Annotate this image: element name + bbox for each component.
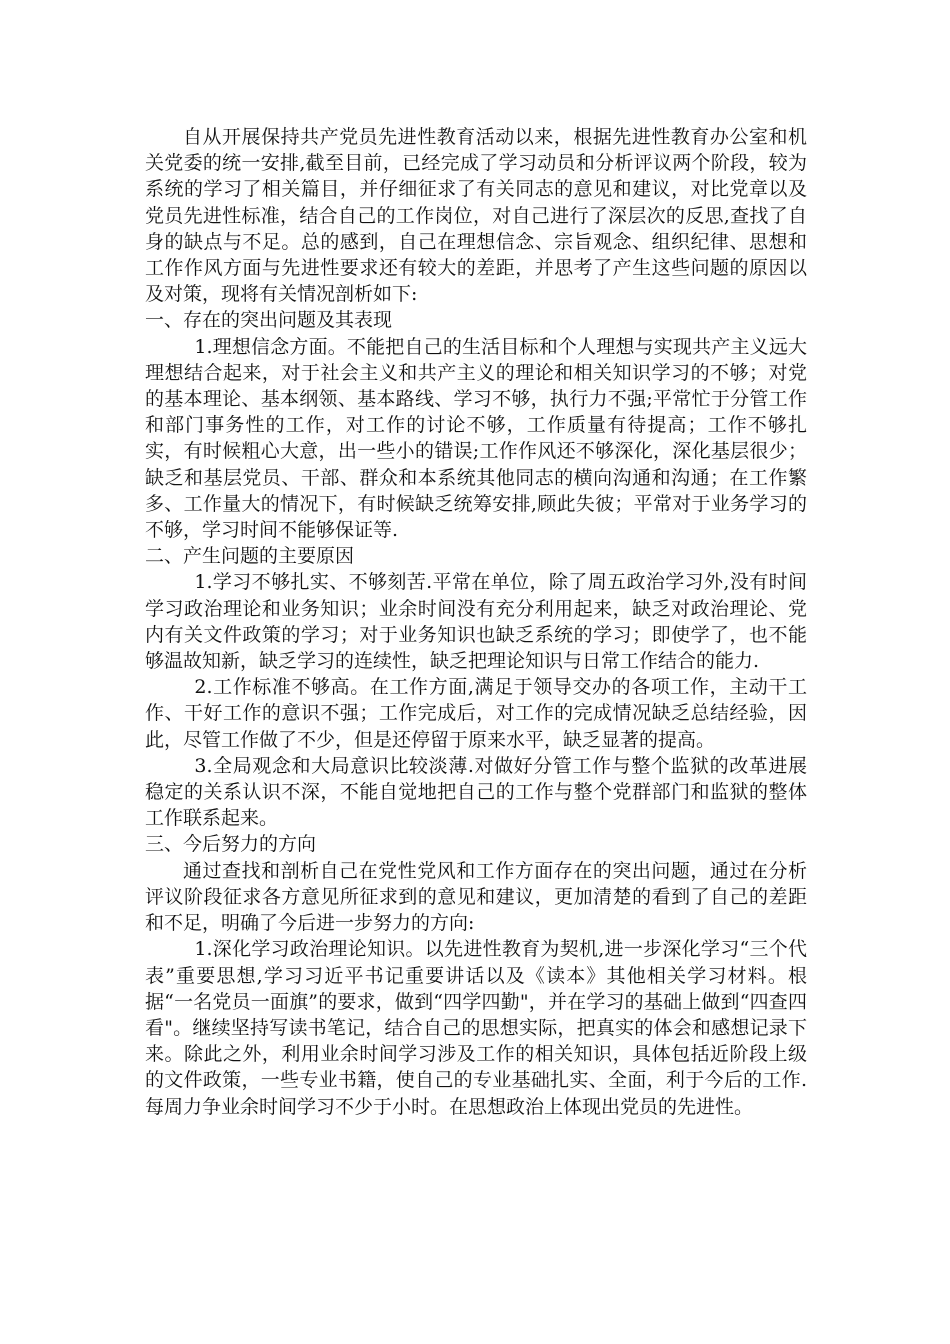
section-1-item-1: 1.理想信念方面。不能把自己的生活目标和个人理想与实现共产主义远大理想结合起来，对于社会主义和共产主义的理论和相关知识学习的不够；对党的基本理论、基本纲领、基本路线、学习不够，执行力不强;平常忙于分管工作和部门事务性的工作，对工作的讨论不够，工作质量有待提高；工作不够扎实，有时候粗心大意，出一些小的错误;工作作风还不够深化，深化基层很少；缺乏和基层党员、干部、群众和本系统其他同志的横向沟通和沟通；在工作繁多、工作量大的情况下，有时候缺乏统筹安排,顾此失彼；平常对于业务学习的不够，学习时间不能够保证等.	[145, 335, 807, 542]
section-2-item-1: 1.学习不够扎实、不够刻苦.平常在单位，除了周五政治学习外,没有时间学习政治理论和业务知识；业余时间没有充分利用起来，缺乏对政治理论、党内有关文件政策的学习；对于业务知识也缺乏系统的学习；即使学了，也不能够温故知新，缺乏学习的连续性，缺乏把理论知识与日常工作结合的能力.	[145, 571, 807, 673]
section-1-heading: 一、存在的突出问题及其表现	[145, 309, 393, 332]
section-2-item-3: 3.全局观念和大局意识比较淡薄.对做好分管工作与整个监狱的改革进展稳定的关系认识不深，不能自觉地把自己的工作与整个党群部门和监狱的整体工作联系起来。	[145, 754, 807, 830]
section-2-item-2: 2.工作标准不够高。在工作方面,满足于领导交办的各项工作，主动干工作、干好工作的意识不强；工作完成后，对工作的完成情况缺乏总结经验，因此，尽管工作做了不少，但是还停留于原来水平，缺乏显著的提高。	[145, 676, 807, 751]
section-3-intro: 通过查找和剖析自己在党性党风和工作方面存在的突出问题，通过在分析评议阶段征求各方意见所征求到的意见和建议，更加清楚的看到了自己的差距和不足，明确了今后进一步努力的方向:	[145, 859, 807, 935]
section-2-heading: 二、产生问题的主要原因	[145, 545, 355, 568]
intro-paragraph: 自从开展保持共产党员先进性教育活动以来，根据先进性教育办公室和机关党委的统一安排,截至目前，已经完成了学习动员和分析评议两个阶段，较为系统的学习了相关篇目，并仔细征求了有关同志的意见和建议，对比党章以及党员先进性标准，结合自己的工作岗位，对自己进行了深层次的反思,查找了自身的缺点与不足。总的感到，自己在理想信念、宗旨观念、组织纪律、思想和工作作风方面与先进性要求还有较大的差距，并思考了产生这些问题的原因以及对策，现将有关情况剖析如下:	[145, 126, 807, 306]
section-3-item-1: 1.深化学习政治理论知识。以先进性教育为契机,进一步深化学习“三个代表”重要思想,学习习近平书记重要讲话以及《读本》其他相关学习材料。根据“一名党员一面旗”的要求，做到“四学四勤"，并在学习的基础上做到“四查四看"。继续坚持写读书笔记，结合自己的思想实际，把真实的体会和感想记录下来。除此之外，利用业余时间学习涉及工作的相关知识，具体包括近阶段上级的文件政策，一些专业书籍，使自己的专业基础扎实、全面，利于今后的工作.每周力争业余时间学习不少于小时。在思想政治上体现出党员的先进性。	[145, 938, 807, 1118]
section-3-heading: 三、今后努力的方向	[145, 833, 317, 856]
document-body	[145, 124, 807, 1120]
